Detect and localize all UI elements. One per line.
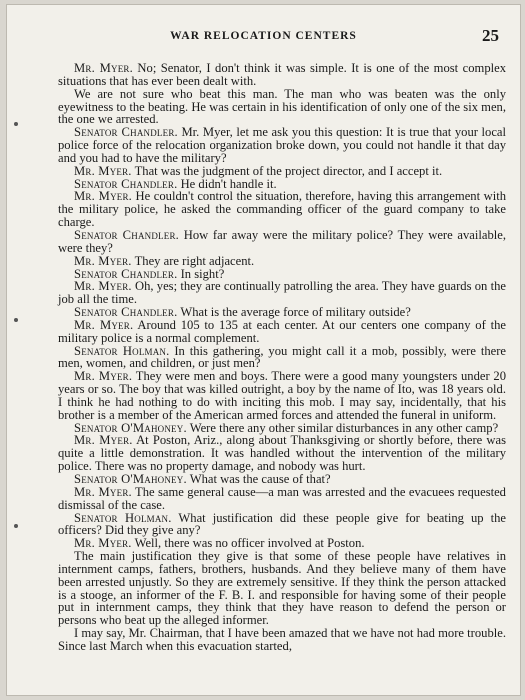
transcript-paragraph xyxy=(58,345,506,371)
punch-hole-mark xyxy=(14,318,18,322)
paragraph-text: Mr. Myer, let me ask you this question: It is true that your local police force of the relocation organization broke down, you could not handle it that day and you had to have the military? xyxy=(58,125,506,165)
paragraph-text: That was the judgment of the project director, and I accept it. xyxy=(131,163,443,178)
transcript-paragraph xyxy=(58,550,506,627)
paragraph-text: Well, there was no officer involved at Poston. xyxy=(131,536,365,551)
speaker-name: Senator Chandler. xyxy=(74,125,178,140)
paragraph-text: He couldn't control the situation, therefore, having this arrangement with the military police, he asked the commanding officer of the guard company to take charge. xyxy=(58,189,506,230)
speaker-name: Mr. Myer. xyxy=(74,253,132,268)
transcript-paragraph xyxy=(58,434,506,473)
document-page xyxy=(6,4,521,696)
paragraph-text: In sight? xyxy=(177,266,225,281)
transcript-paragraph xyxy=(58,370,506,421)
paragraph-text: We are not sure who beat this man. The man who was beaten was the only eyewitness to the beating. He was certain in his identification of only one of the six men, the one we arrested. xyxy=(58,86,506,127)
speaker-name: Senator O'Mahoney. xyxy=(74,472,187,486)
transcript-paragraph xyxy=(58,229,506,255)
speaker-name: Mr. Myer. xyxy=(74,189,133,204)
punch-hole-mark xyxy=(14,122,18,126)
transcript-paragraph xyxy=(58,62,506,88)
paragraph-text: How far away were the military police? They were available, were they? xyxy=(58,227,507,255)
speaker-name: Mr. Myer. xyxy=(74,433,133,448)
transcript-paragraph xyxy=(58,319,506,345)
paragraph-text: Were there any other similar disturbances in any other camp? xyxy=(186,420,499,435)
speaker-name: Senator Chandler. xyxy=(74,305,178,320)
speaker-name: Senator Holman. xyxy=(74,343,170,358)
paragraph-text: The main justification they give is that some of these people have relatives in internment camps, fathers, brothers, husbands. And they believe many of them have been arrested unjustly. So they are extremely sensitive. If they think the person attacked is a stooge, an informer of the F. B. I. and responsible for having some of their people put in internment camps, they think that they have reason to defend the person or persons who beat up the alleged informer. xyxy=(58,549,506,628)
transcript-paragraph xyxy=(58,486,506,512)
speaker-name: Senator Chandler. xyxy=(74,266,178,281)
speaker-name: Mr. Myer. xyxy=(74,279,132,294)
paragraph-text: They were men and boys. There were a good many youngsters under 20 years or so. The boy that was killed outright, a boy by the name of Ito, was 18 years old. I think he had nothing to do with inciting this mob. I may say, incidentally, that his brother is a member of the American armed forces and attended the funeral in uniform. xyxy=(58,369,506,422)
speaker-name: Mr. Myer. xyxy=(74,163,132,178)
transcript-paragraph xyxy=(58,512,506,538)
paragraph-text: Around 105 to 135 at each center. At our centers one company of the military police is a normal complement. xyxy=(58,317,506,345)
speaker-name: Mr. Myer. xyxy=(74,484,132,499)
speaker-name: Mr. Myer. xyxy=(74,317,134,332)
transcript-paragraph xyxy=(58,126,506,165)
page-number: 25 xyxy=(482,26,499,45)
speaker-name: Mr. Myer. xyxy=(74,536,132,551)
transcript-paragraph xyxy=(58,627,506,653)
speaker-name: Senator Chandler. xyxy=(74,227,180,242)
speaker-name: Mr. Myer. xyxy=(74,61,133,75)
transcript-paragraph xyxy=(58,280,506,306)
paragraph-text: No; Senator, I don't think it was simple. It is one of the most complex situations that has ever been dealt with. xyxy=(58,61,506,88)
running-head: WAR RELOCATION CENTERS xyxy=(170,30,357,42)
paragraph-text: The same general cause—a man was arrested and the evacuees requested dismissal of the case. xyxy=(58,484,506,512)
speaker-name: Mr. Myer. xyxy=(74,369,133,384)
paragraph-text: What justification did these people give for beating up the officers? Did they give any? xyxy=(58,510,506,538)
speaker-name: Senator Holman. xyxy=(74,510,172,525)
speaker-name: Senator O'Mahoney. xyxy=(74,420,187,435)
paragraph-text: What is the average force of military outside? xyxy=(177,305,411,320)
transcript-body xyxy=(58,62,506,653)
transcript-paragraph xyxy=(58,190,506,229)
paragraph-text: They are right adjacent. xyxy=(131,253,255,268)
paragraph-text: I may say, Mr. Chairman, that I have been amazed that we have not had more trouble. Since last March when this evacuation started, xyxy=(58,626,506,653)
paragraph-text: Oh, yes; they are continually patrolling the area. They have guards on the job all the time. xyxy=(58,279,506,307)
transcript-paragraph xyxy=(58,88,506,127)
speaker-name: Senator Chandler. xyxy=(74,176,178,191)
punch-hole-mark xyxy=(14,524,18,528)
paragraph-text: What was the cause of that? xyxy=(186,472,331,486)
paragraph-text: At Poston, Ariz., along about Thanksgiving or shortly before, there was quite a little demonstration. It was handled without the intervention of the military police. There was no property damage, and nobody was hurt. xyxy=(58,433,506,474)
paragraph-text: In this gathering, you might call it a mob, possibly, were there men, women, and children, or just men? xyxy=(58,343,506,371)
page-header xyxy=(6,26,521,50)
paragraph-text: He didn't handle it. xyxy=(177,176,277,191)
